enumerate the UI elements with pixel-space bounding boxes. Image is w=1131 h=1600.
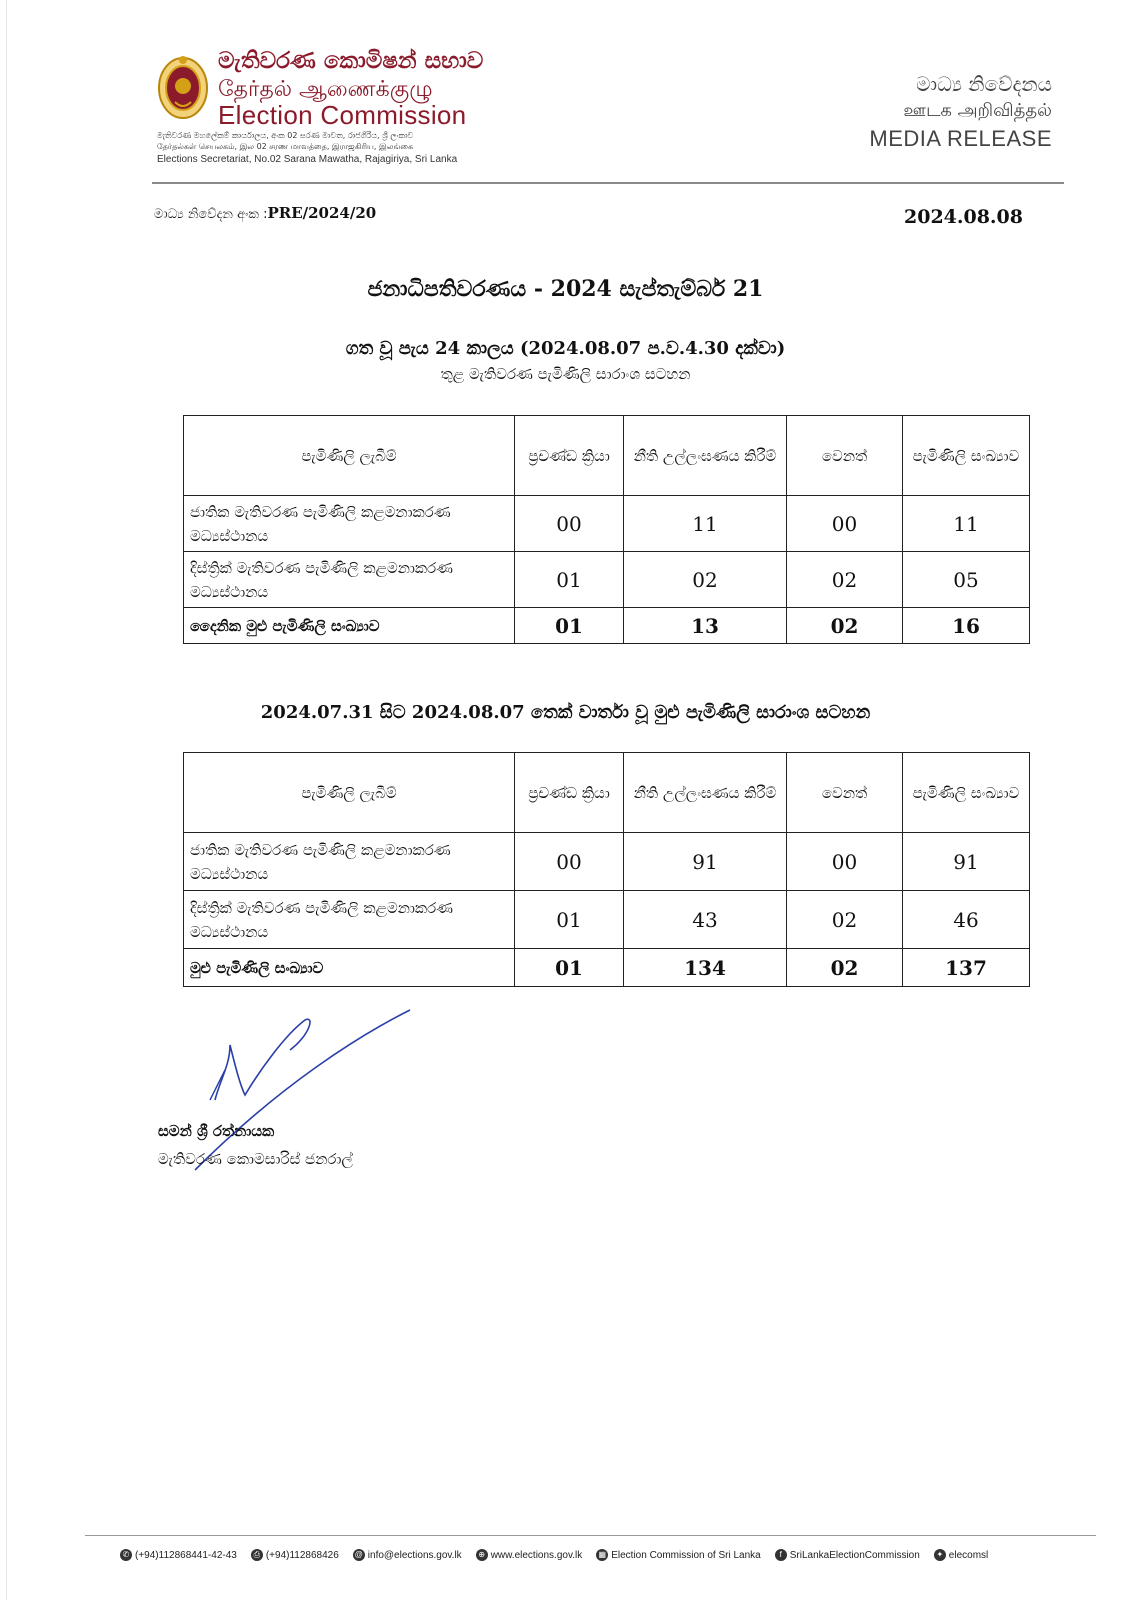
subtitle-summary: තුළ මැතිවරණ පැමිණිලි සාරාංශ සටහන bbox=[440, 365, 691, 383]
phone-text: (+94)112868441-42-43 bbox=[135, 1549, 237, 1561]
reference-value: PRE/2024/20 bbox=[267, 204, 377, 222]
media-release-sinhala: මාධ්‍ය නිවේදනය bbox=[916, 72, 1052, 96]
org-name-sinhala: මැතිවරණ කොමිෂන් සභාව bbox=[218, 48, 484, 74]
footer-contacts bbox=[120, 1549, 988, 1561]
cell-other: 00 bbox=[787, 496, 903, 552]
email-icon: @ bbox=[354, 1550, 363, 1559]
cell-other: 00 bbox=[787, 833, 903, 891]
footer-email[interactable] bbox=[353, 1549, 462, 1561]
column-header: පැමිණිලි ලැබීම් bbox=[184, 416, 515, 496]
row-label: දිස්ත්‍රික් මැතිවරණ පැමිණිලි කළමනාකරණ මධ්‍යස්ථානය bbox=[184, 552, 515, 608]
column-header: වෙනත් bbox=[787, 753, 903, 833]
column-header: ප්‍රචණ්ඩ ක්‍රියා bbox=[515, 753, 624, 833]
footer-fax bbox=[251, 1549, 339, 1561]
address-sinhala: මැතිවරණ මහලේකම් කාර්යාලය, අංක 02 සරණ මාවත, රාජගිරිය, ශ්‍රී ලංකාව bbox=[157, 131, 414, 140]
signatory-title: මැතිවරණ කොමසාරිස් ජනරාල් bbox=[158, 1150, 353, 1168]
column-header: ප්‍රචණ්ඩ ක්‍රියා bbox=[515, 416, 624, 496]
release-date: 2024.08.08 bbox=[904, 206, 1023, 228]
signatory-name: සමන් ශ්‍රී රත්නායක bbox=[158, 1122, 275, 1140]
sri-lanka-emblem-icon bbox=[157, 52, 209, 122]
footer-page[interactable] bbox=[596, 1549, 761, 1561]
twitter-icon: ✦ bbox=[934, 1549, 946, 1561]
table-header-row bbox=[184, 416, 1030, 496]
twitter-link[interactable]: elecomsl bbox=[948, 1549, 989, 1561]
phone-icon: ✆ bbox=[120, 1549, 132, 1561]
page-edge bbox=[6, 0, 7, 1600]
org-name-english: Election Commission bbox=[218, 100, 467, 130]
total-violation: 13 bbox=[624, 608, 787, 644]
cell-violence: 00 bbox=[515, 496, 624, 552]
cell-total: 11 bbox=[903, 496, 1030, 552]
building-icon: ▦ bbox=[596, 1549, 608, 1561]
website-link[interactable]: www.elections.gov.lk bbox=[490, 1549, 583, 1561]
total-violence: 01 bbox=[515, 608, 624, 644]
header-divider bbox=[152, 182, 1064, 184]
fax-text: (+94)112868426 bbox=[265, 1549, 339, 1561]
address-tamil: தேர்தல்கள் செயலகம், இல 02 சரண மாவத்தை, இராஜகிரிய, இலங்கை bbox=[157, 142, 414, 151]
reference-label: මාධ්‍ය නිවේදන අංක : bbox=[154, 207, 268, 222]
fax-icon: ⎙ bbox=[251, 1549, 263, 1561]
cell-other: 02 bbox=[787, 891, 903, 949]
footer-divider bbox=[85, 1535, 1096, 1536]
footer-twitter[interactable] bbox=[934, 1549, 988, 1561]
column-header: වෙනත් bbox=[787, 416, 903, 496]
cell-violation: 02 bbox=[624, 552, 787, 608]
cell-total: 46 bbox=[903, 891, 1030, 949]
footer-website[interactable] bbox=[476, 1549, 583, 1561]
column-header: නීති උල්ලංඝණය කිරීම් bbox=[624, 753, 787, 833]
cumulative-complaints-table bbox=[183, 752, 1030, 987]
cell-violence: 00 bbox=[515, 833, 624, 891]
total-violence: 01 bbox=[515, 949, 624, 987]
address-english: Elections Secretariat, No.02 Sarana Mawatha, Rajagiriya, Sri Lanka bbox=[157, 154, 458, 165]
table-header-row bbox=[184, 753, 1030, 833]
total-count: 16 bbox=[903, 608, 1030, 644]
total-other: 02 bbox=[787, 949, 903, 987]
media-release-english: MEDIA RELEASE bbox=[869, 126, 1052, 151]
table-total-row bbox=[184, 608, 1030, 644]
cell-other: 02 bbox=[787, 552, 903, 608]
cell-total: 91 bbox=[903, 833, 1030, 891]
table-row bbox=[184, 496, 1030, 552]
footer-facebook[interactable] bbox=[775, 1549, 920, 1561]
total-label: මුළු පැමිණිලි සංඛ්‍යාව bbox=[184, 949, 515, 987]
daily-complaints-table bbox=[183, 415, 1030, 644]
column-header: පැමිණිලි ලැබීම් bbox=[184, 753, 515, 833]
cell-violation: 43 bbox=[624, 891, 787, 949]
table-row bbox=[184, 833, 1030, 891]
row-label: දිස්ත්‍රික් මැතිවරණ පැමිණිලි කළමනාකරණ මධ්‍යස්ථානය bbox=[184, 891, 515, 949]
footer-phone bbox=[120, 1549, 237, 1561]
cell-violation: 91 bbox=[624, 833, 787, 891]
total-violation: 134 bbox=[624, 949, 787, 987]
column-header: පැමිණිලි සංඛ්‍යාව bbox=[903, 753, 1030, 833]
cell-total: 05 bbox=[903, 552, 1030, 608]
section2-title: 2024.07.31 සිට 2024.08.07 තෙක් වාර්තා වූ මුළු පැමිණිලි සාරාංශ සටහන bbox=[260, 702, 871, 723]
table-row bbox=[184, 552, 1030, 608]
total-label: දෛනික මුළු පැමිණිලි සංඛ්‍යාව bbox=[184, 608, 515, 644]
reference-number bbox=[154, 204, 376, 222]
total-count: 137 bbox=[903, 949, 1030, 987]
email-link[interactable]: info@elections.gov.lk bbox=[367, 1549, 462, 1561]
table-row bbox=[184, 891, 1030, 949]
media-release-tamil: ஊடக அறிவித்தல் bbox=[903, 100, 1052, 121]
globe-icon: ⊕ bbox=[476, 1549, 488, 1561]
cell-violation: 11 bbox=[624, 496, 787, 552]
row-label: ජාතික මැතිවරණ පැමිණිලි කළමනාකරණ මධ්‍යස්ථානය bbox=[184, 833, 515, 891]
page-link[interactable]: Election Commission of Sri Lanka bbox=[611, 1549, 761, 1561]
column-header: පැමිණිලි සංඛ්‍යාව bbox=[903, 416, 1030, 496]
cell-violence: 01 bbox=[515, 552, 624, 608]
table-total-row bbox=[184, 949, 1030, 987]
document-title: ජනාධිපතිවරණය - 2024 සැප්තැම්බර් 21 bbox=[367, 276, 764, 302]
column-header: නීති උල්ලංඝණය කිරීම් bbox=[624, 416, 787, 496]
row-label: ජාතික මැතිවරණ පැමිණිලි කළමනාකරණ මධ්‍යස්ථානය bbox=[184, 496, 515, 552]
total-other: 02 bbox=[787, 608, 903, 644]
facebook-link[interactable]: SriLankaElectionCommission bbox=[789, 1549, 920, 1561]
org-name-tamil: தேர்தல் ஆணைக்குழு bbox=[218, 77, 433, 102]
facebook-icon: f bbox=[775, 1549, 787, 1561]
subtitle-period: ගත වූ පැය 24 කාලය (2024.08.07 ප.ව.4.30 දක්වා) bbox=[345, 338, 786, 359]
cell-violence: 01 bbox=[515, 891, 624, 949]
